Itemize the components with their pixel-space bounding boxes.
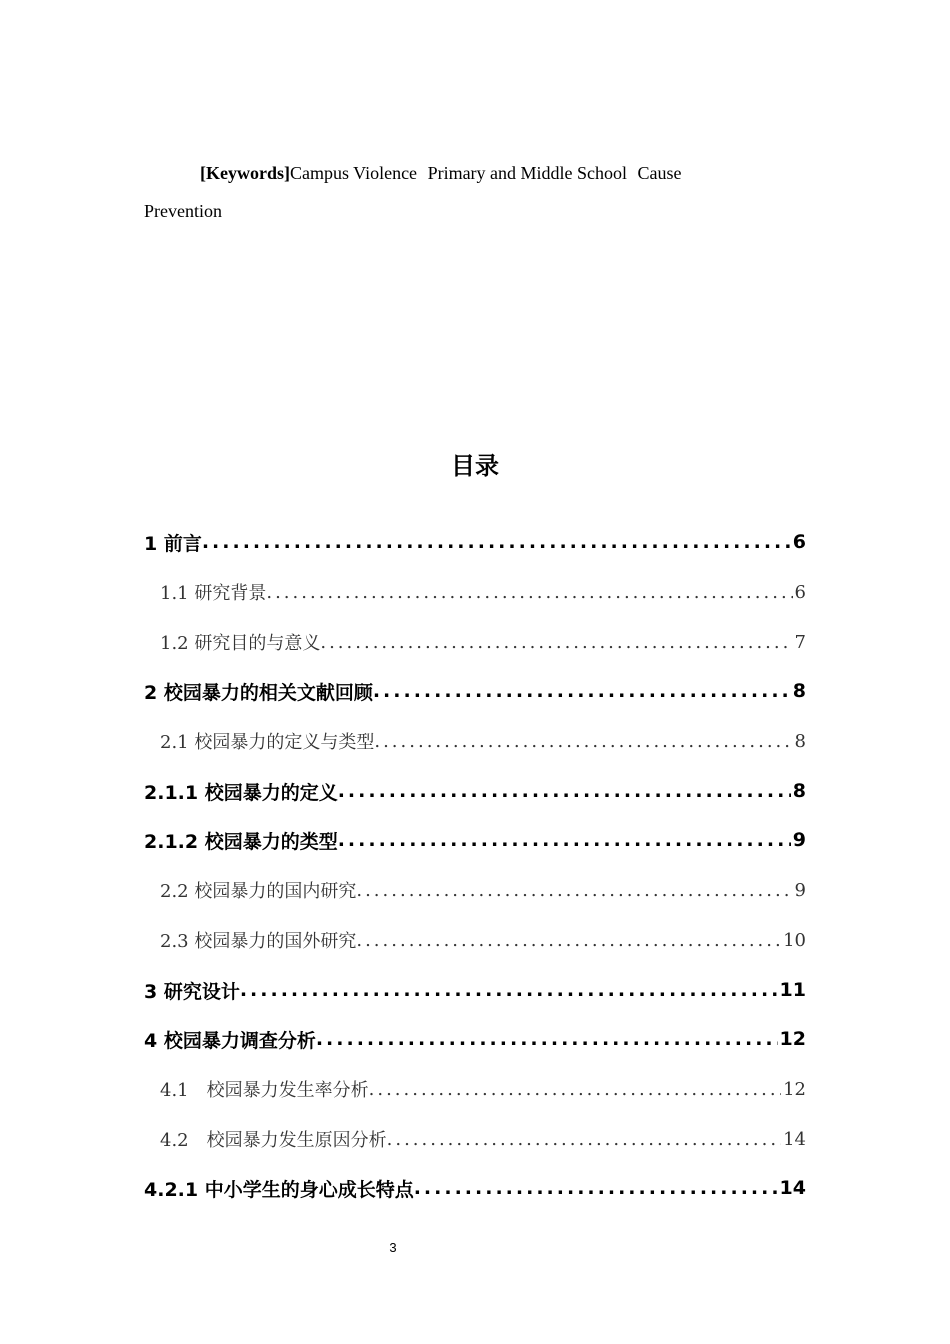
toc-entry-label: 3 研究设计 bbox=[144, 980, 240, 1003]
toc-entry[interactable] bbox=[144, 1170, 806, 1206]
toc-title: 目录 bbox=[451, 452, 499, 480]
toc-leader-dots bbox=[338, 780, 791, 802]
toc-entry-page: 6 bbox=[792, 531, 806, 553]
toc-entry-page: 9 bbox=[792, 829, 806, 851]
toc-entry[interactable] bbox=[144, 1021, 806, 1057]
toc-entry[interactable] bbox=[160, 624, 806, 660]
toc-leader-dots bbox=[266, 582, 792, 603]
toc-leader-dots bbox=[202, 531, 791, 553]
keyword-item: Cause bbox=[637, 163, 682, 183]
toc-entry-label: 2.1.2 校园暴力的类型 bbox=[144, 830, 338, 853]
toc-entry-label: 1 前言 bbox=[144, 532, 202, 555]
toc-leader-dots bbox=[374, 731, 792, 752]
toc-leader-dots bbox=[373, 680, 791, 702]
toc-entry[interactable] bbox=[160, 1071, 806, 1107]
toc-leader-dots bbox=[356, 930, 781, 951]
toc-leader-dots bbox=[387, 1129, 781, 1150]
toc-entry[interactable] bbox=[160, 1121, 806, 1157]
toc-entry-page: 7 bbox=[794, 631, 806, 653]
toc-entry-page: 11 bbox=[779, 979, 806, 1001]
toc-entry-label: 4 校园暴力调查分析 bbox=[144, 1029, 316, 1052]
toc-entry[interactable] bbox=[160, 723, 806, 759]
toc-entry[interactable] bbox=[144, 673, 806, 709]
toc-entry-label: 2.2 校园暴力的国内研究 bbox=[160, 881, 357, 902]
toc-entry-page: 8 bbox=[792, 680, 806, 702]
toc-entry[interactable] bbox=[144, 524, 806, 560]
toc-entry-page: 12 bbox=[779, 1028, 806, 1050]
toc-entry[interactable] bbox=[160, 922, 806, 958]
toc-entry[interactable] bbox=[160, 872, 806, 908]
toc-leader-dots bbox=[369, 1079, 781, 1100]
toc-entry-page: 9 bbox=[794, 879, 806, 901]
toc-entry-label: 4.1 校园暴力发生率分析 bbox=[160, 1080, 369, 1101]
toc-leader-dots bbox=[240, 979, 778, 1001]
toc-leader-dots bbox=[316, 1028, 778, 1050]
toc-entry-label: 4.2.1 中小学生的身心成长特点 bbox=[144, 1178, 414, 1201]
toc-leader-dots bbox=[338, 829, 791, 851]
toc-entry-page: 6 bbox=[794, 581, 806, 603]
keyword-item: Primary and Middle School bbox=[427, 163, 628, 183]
keywords-line bbox=[200, 160, 688, 186]
keyword-item: Campus Violence bbox=[289, 163, 418, 183]
toc-entry-label: 1.1 研究背景 bbox=[160, 583, 267, 604]
toc-entry[interactable] bbox=[144, 972, 806, 1008]
toc-entry-label: 2.1.1 校园暴力的定义 bbox=[144, 781, 338, 804]
toc-entry-page: 8 bbox=[794, 730, 806, 752]
toc-entry-page: 12 bbox=[783, 1078, 806, 1100]
toc-entry[interactable] bbox=[144, 822, 806, 858]
toc-leader-dots bbox=[356, 880, 792, 901]
toc-entry-page: 14 bbox=[783, 1128, 806, 1150]
toc-entry-page: 10 bbox=[783, 929, 806, 951]
toc-entry[interactable] bbox=[144, 773, 806, 809]
toc-entry-label: 1.2 研究目的与意义 bbox=[160, 633, 321, 654]
toc-entry[interactable] bbox=[160, 574, 806, 610]
toc-leader-dots bbox=[320, 632, 792, 653]
toc-entry-page: 8 bbox=[792, 780, 806, 802]
keywords-label: [Keywords] bbox=[200, 163, 290, 183]
toc-entry-label: 2.3 校园暴力的国外研究 bbox=[160, 931, 357, 952]
toc-entry-label: 2.1 校园暴力的定义与类型 bbox=[160, 732, 375, 753]
keyword-item: Prevention bbox=[144, 201, 222, 221]
page-number: 3 bbox=[389, 1240, 397, 1255]
toc-entry-label: 4.2 校园暴力发生原因分析 bbox=[160, 1130, 387, 1151]
toc-entry-page: 14 bbox=[779, 1177, 806, 1199]
toc-entry-label: 2 校园暴力的相关文献回顾 bbox=[144, 681, 373, 704]
toc-leader-dots bbox=[414, 1177, 778, 1199]
